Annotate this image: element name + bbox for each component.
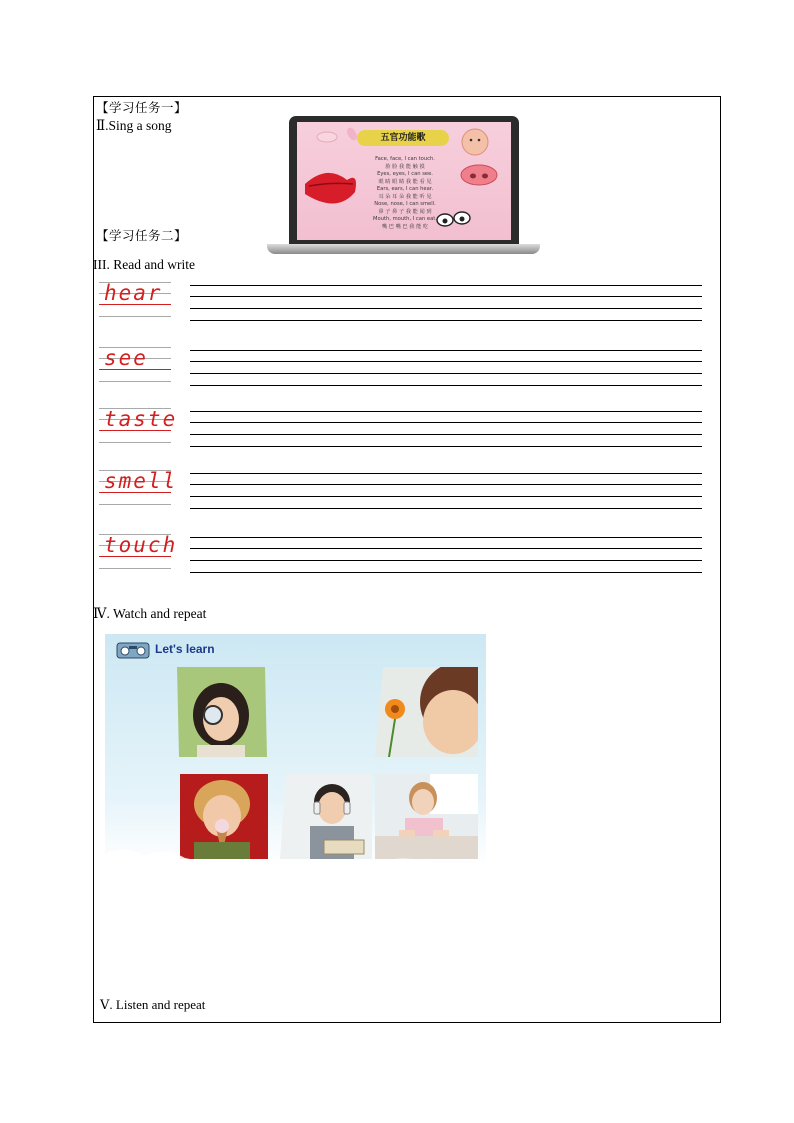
writing-line xyxy=(190,537,702,538)
writing-line xyxy=(190,361,702,362)
writing-line xyxy=(190,572,702,573)
lyric-line: 耳 朵 耳 朵 我 能 听 见 xyxy=(378,193,432,200)
word-hear: hear xyxy=(104,281,163,305)
laptop-base xyxy=(267,244,540,254)
face-icon xyxy=(462,129,488,155)
writing-line xyxy=(190,320,702,321)
writing-line xyxy=(190,496,702,497)
word-touch: touch xyxy=(104,533,178,557)
read-and-write-label: III. Read and write xyxy=(93,257,195,272)
lets-learn-image xyxy=(105,634,486,866)
lyric-line: Ears, ears, I can hear. xyxy=(376,186,434,192)
lyric-line: Face, face, I can touch. xyxy=(375,156,435,162)
lyric-line: Mouth, mouth, I can eat. xyxy=(373,216,437,222)
nose-icon xyxy=(461,165,497,185)
writing-line xyxy=(190,473,702,474)
guide-line xyxy=(99,442,171,443)
photo-boy-smelling-flower xyxy=(375,667,478,757)
writing-line xyxy=(190,508,702,509)
word-taste: taste xyxy=(104,407,178,431)
word-see: see xyxy=(104,346,148,370)
listen-and-repeat-label: Ⅴ. Listen and repeat xyxy=(100,997,206,1012)
guide-line xyxy=(99,504,171,505)
lyric-line: 嘴 巴 嘴 巴 我 能 吃 xyxy=(381,223,429,230)
writing-line xyxy=(190,446,702,447)
task1-heading: 【学习任务一】 xyxy=(96,100,188,115)
writing-line xyxy=(190,484,702,485)
writing-line xyxy=(190,560,702,561)
writing-line xyxy=(190,434,702,435)
song-lyrics xyxy=(357,156,453,231)
cloud-decoration xyxy=(105,834,486,866)
lyric-line: Eyes, eyes, I can see. xyxy=(377,171,433,177)
writing-line xyxy=(190,411,702,412)
word-smell: smell xyxy=(104,469,178,493)
writing-line xyxy=(190,422,702,423)
lyric-line: 脸 脸 我 能 触 摸 xyxy=(385,163,425,170)
writing-line xyxy=(190,296,702,297)
sing-a-song-label: Ⅱ.Sing a song xyxy=(96,118,172,133)
writing-line xyxy=(190,285,702,286)
watch-and-repeat-label: Ⅳ. Watch and repeat xyxy=(93,606,207,621)
radio-icon xyxy=(115,638,151,660)
song-title: 五官功能歌 xyxy=(357,130,449,146)
guide-line xyxy=(99,568,171,569)
lets-learn-title: Let's learn xyxy=(155,642,215,656)
lyric-line: 眼 睛 眼 睛 我 能 看 见 xyxy=(378,178,432,185)
lyric-line: 鼻 子 鼻 子 我 能 闻 到 xyxy=(378,208,432,215)
photo-girl-magnifier xyxy=(177,667,267,757)
writing-line xyxy=(190,308,702,309)
lyric-line: Nose, nose, I can smell. xyxy=(374,201,436,207)
lips-icon xyxy=(305,173,356,204)
guide-line xyxy=(99,316,171,317)
song-slide xyxy=(297,122,511,240)
writing-line xyxy=(190,548,702,549)
writing-line xyxy=(190,350,702,351)
writing-line xyxy=(190,385,702,386)
writing-line xyxy=(190,373,702,374)
guide-line xyxy=(99,381,171,382)
task2-heading: 【学习任务二】 xyxy=(96,228,188,243)
